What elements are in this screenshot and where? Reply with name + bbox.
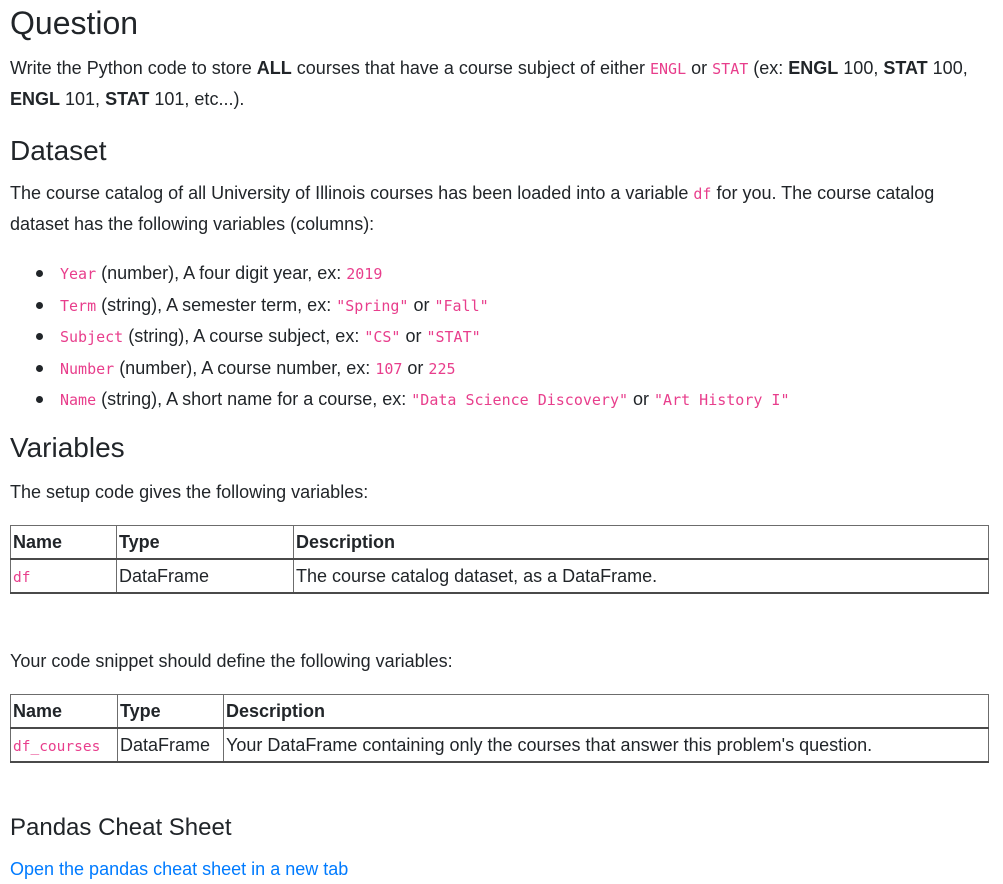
question-heading: Question <box>10 5 139 41</box>
dataset-intro-part: for you. The course catalog dataset has the following variables (columns): <box>10 183 935 234</box>
cell-type: DataFrame <box>118 728 224 762</box>
column-or: or <box>400 326 427 346</box>
bullet-icon <box>36 365 43 372</box>
question-text <box>10 53 985 114</box>
column-name: Year <box>60 265 97 283</box>
column-desc: (number), A four digit year, ex: <box>96 263 347 283</box>
column-header-name: Name <box>11 526 117 560</box>
column-example: "Art History I" <box>654 391 790 409</box>
column-example: "CS" <box>364 328 401 346</box>
snippet-text: Your code snippet should define the following variables: <box>10 651 453 671</box>
question-emphasis: ENGL <box>10 89 61 109</box>
question-emphasis: STAT <box>883 58 928 78</box>
column-desc: (number), A course number, ex: <box>114 357 376 378</box>
list-item <box>10 258 790 290</box>
question-text-part: Write the Python code to store <box>10 58 257 78</box>
subject-code-stat: STAT <box>712 60 749 78</box>
list-item <box>10 353 790 385</box>
column-or: or <box>628 389 655 409</box>
question-emphasis: STAT <box>105 89 150 109</box>
setup-text: The setup code gives the following variables: <box>10 482 369 502</box>
column-example: "STAT" <box>426 328 481 346</box>
cell-description: Your DataFrame containing only the courses that answer this problem's question. <box>224 728 989 762</box>
list-item <box>10 321 790 353</box>
cell-description: The course catalog dataset, as a DataFrame. <box>294 559 989 593</box>
cell-name <box>11 728 118 762</box>
table-row <box>11 559 989 593</box>
variable-code-df: df <box>693 185 712 203</box>
variable-code: df <box>13 569 31 586</box>
column-name: Number <box>60 359 115 378</box>
question-emphasis: ENGL <box>788 58 839 78</box>
setup-variables-table <box>10 525 989 594</box>
column-example: "Fall" <box>434 296 489 315</box>
list-item <box>10 290 790 322</box>
dataset-intro-part: The course catalog of all University of Illinois courses has been loaded into a variable <box>10 183 694 203</box>
column-header-description: Description <box>294 526 989 560</box>
bullet-icon <box>36 333 43 340</box>
column-header-description: Description <box>224 695 989 729</box>
column-desc: (string), A short name for a course, ex: <box>96 389 412 409</box>
column-example: "Spring" <box>336 296 409 315</box>
question-text-part: courses that have a course subject of either <box>291 58 650 78</box>
column-header-name: Name <box>11 695 118 729</box>
question-text-part: or <box>686 58 713 78</box>
dataset-intro <box>10 178 985 239</box>
column-example: "Data Science Discovery" <box>411 391 629 409</box>
cheat-sheet-link[interactable]: Open the pandas cheat sheet in a new tab <box>10 859 349 879</box>
column-name: Subject <box>60 328 124 346</box>
column-example: 2019 <box>346 265 383 283</box>
column-example: 225 <box>428 359 456 378</box>
column-or: or <box>402 357 429 378</box>
snippet-variables-table <box>10 694 989 763</box>
table-header-row <box>11 526 989 560</box>
column-desc: (string), A course subject, ex: <box>123 326 365 346</box>
question-text-part: 100, <box>838 58 884 78</box>
list-item <box>10 384 790 416</box>
question-text-part: 101, <box>60 89 106 109</box>
cell-type: DataFrame <box>117 559 294 593</box>
question-text-part: (ex: <box>748 58 789 78</box>
column-name: Term <box>60 296 97 315</box>
column-desc: (string), A semester term, ex: <box>96 294 337 315</box>
question-text-part: 100, <box>927 58 968 78</box>
question-text-part: 101, etc...). <box>149 89 245 109</box>
subject-code-engl: ENGL <box>650 60 687 78</box>
column-header-type: Type <box>117 526 294 560</box>
column-header-type: Type <box>118 695 224 729</box>
variables-heading: Variables <box>10 432 125 463</box>
cheat-sheet-heading: Pandas Cheat Sheet <box>10 814 232 841</box>
bullet-icon <box>36 396 43 403</box>
table-header-row <box>11 695 989 729</box>
bullet-icon <box>36 302 43 309</box>
bullet-icon <box>36 270 43 277</box>
column-example: 107 <box>375 359 403 378</box>
question-emphasis: ALL <box>256 58 292 78</box>
cell-name <box>11 559 117 593</box>
column-or: or <box>408 294 435 315</box>
table-row <box>11 728 989 762</box>
dataset-columns-list <box>10 258 790 416</box>
dataset-heading: Dataset <box>10 135 107 166</box>
column-name: Name <box>60 391 97 409</box>
variable-code: df_courses <box>13 738 101 755</box>
